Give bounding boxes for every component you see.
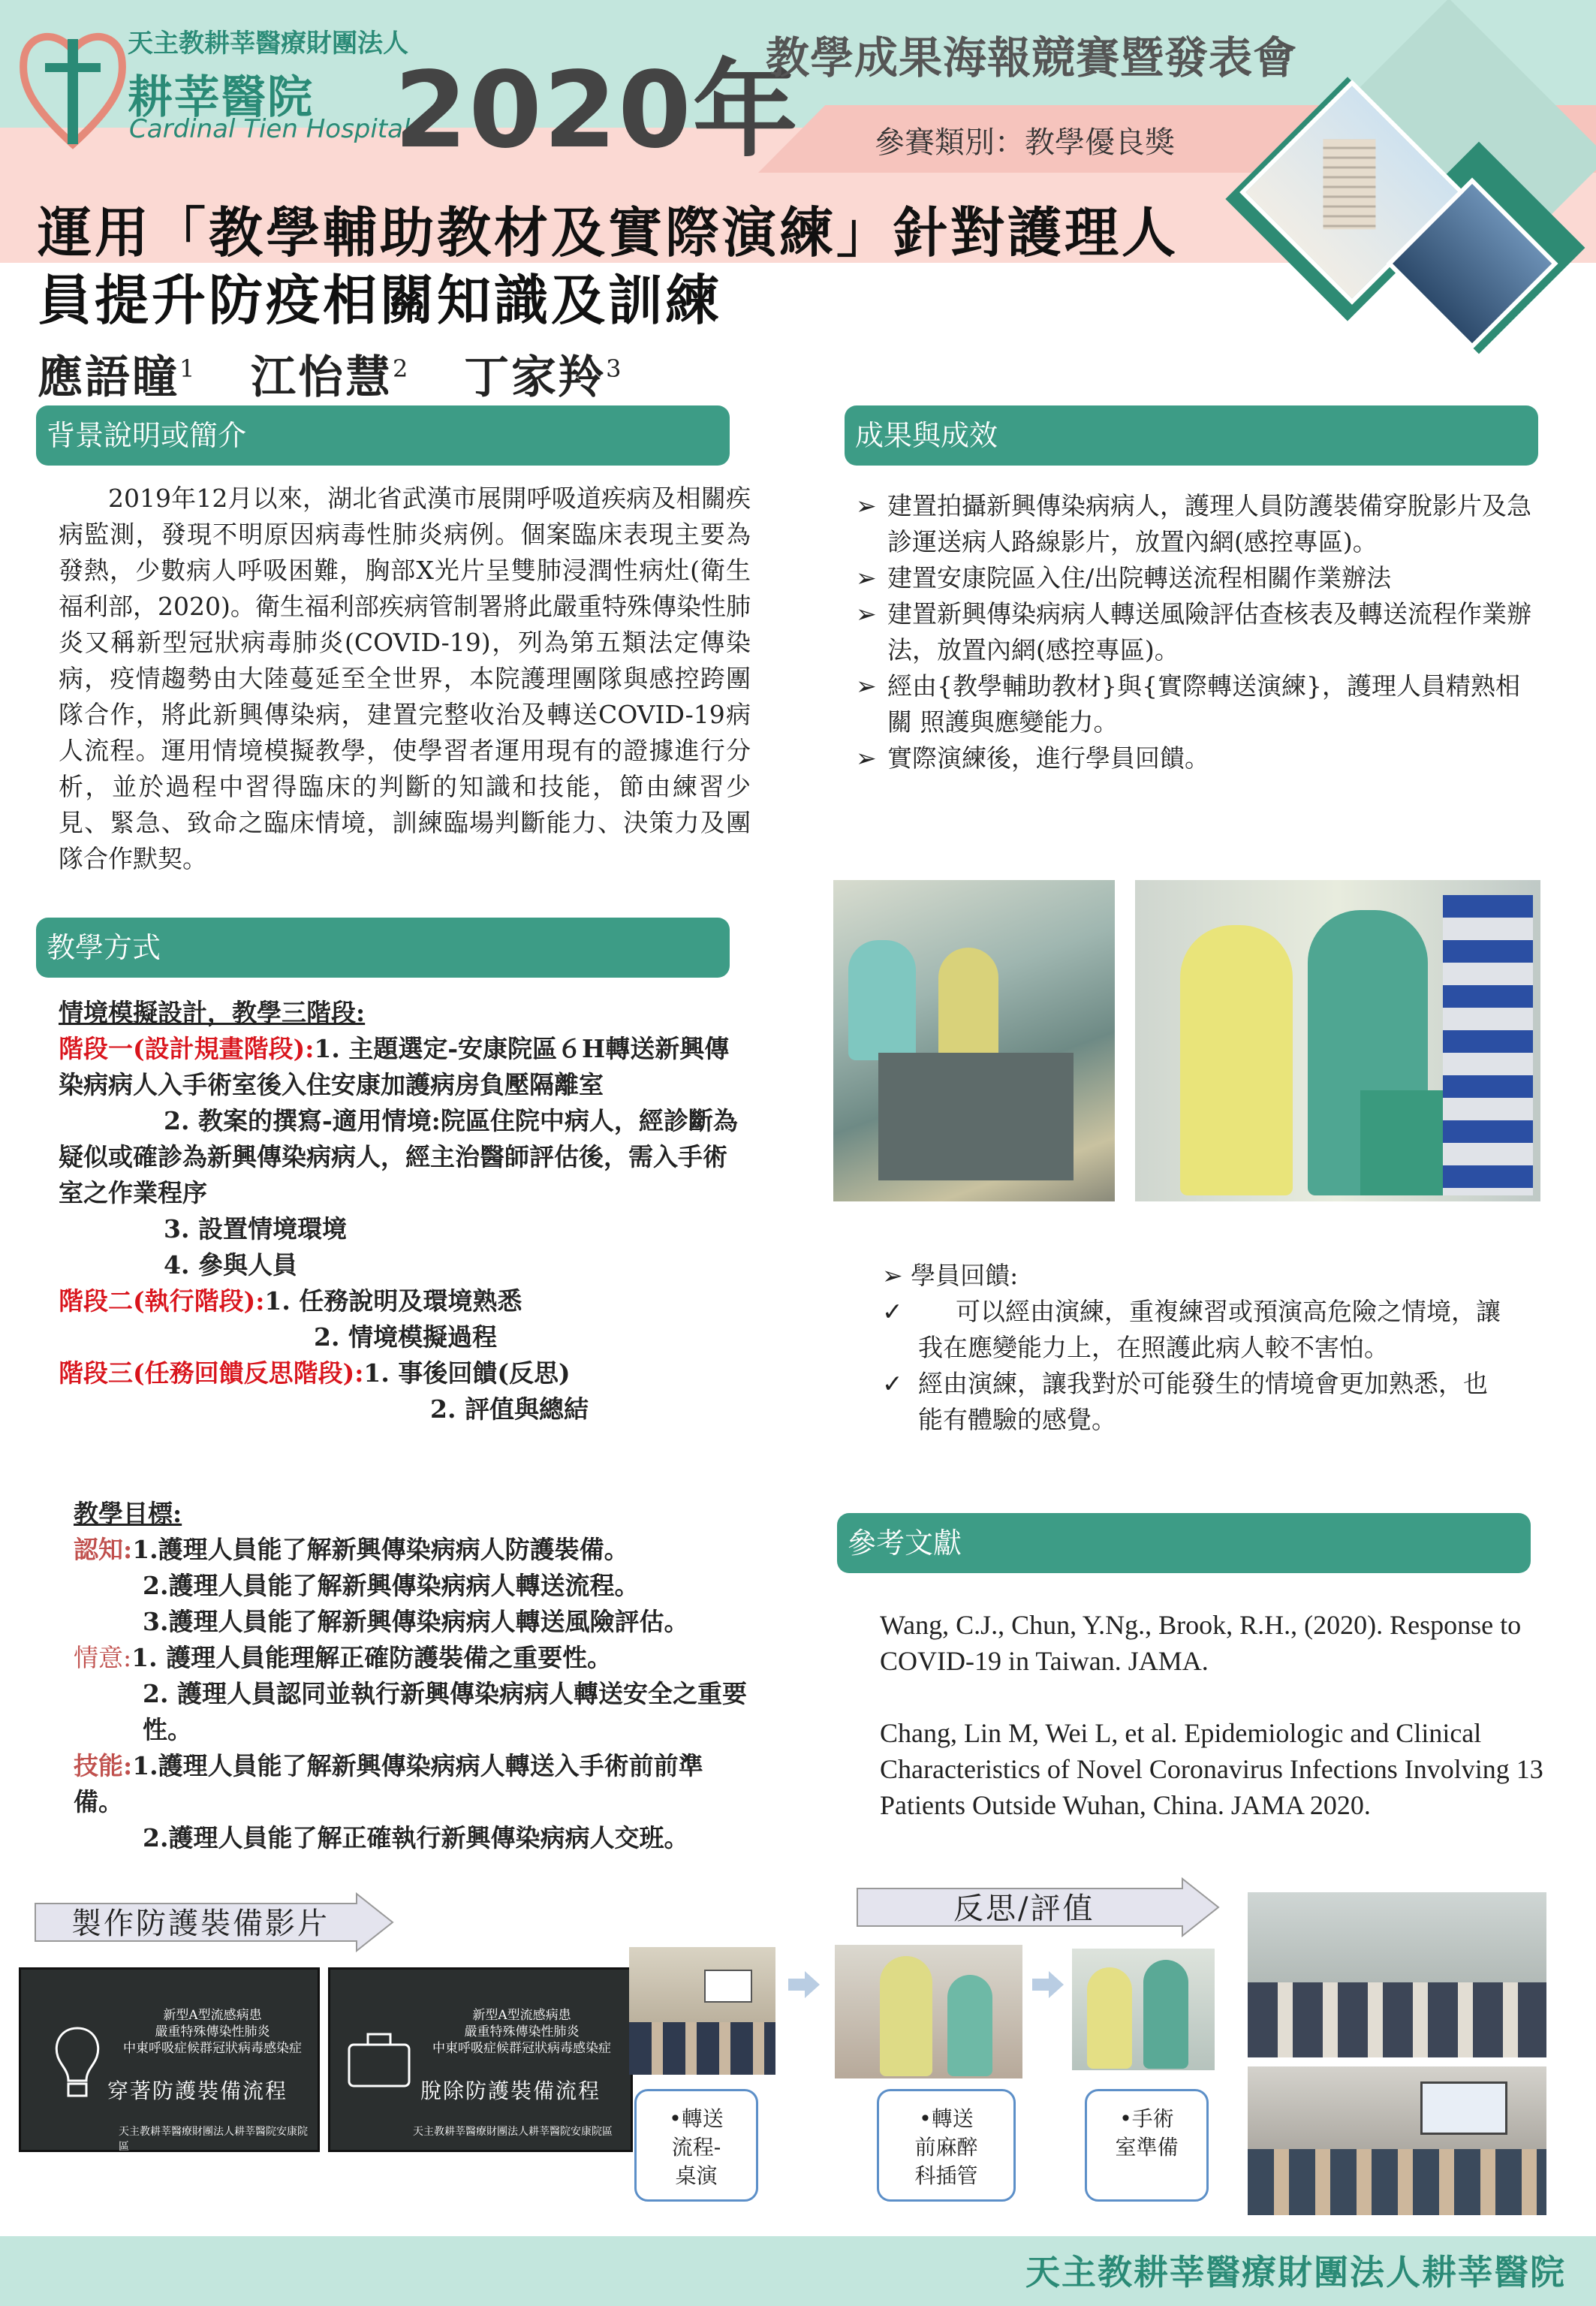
event-title: 教學成果海報競賽暨發表會	[766, 32, 1298, 83]
list-item: ➢ 建置安康院區入住/出院轉送流程相關作業辦法	[856, 563, 1392, 592]
org-name: 天主教耕莘醫療財團法人	[128, 29, 408, 59]
drill-photo-2	[1135, 880, 1540, 1201]
results-list	[856, 488, 1531, 776]
results-heading: 成果與成效	[845, 405, 1538, 466]
references-list	[880, 1607, 1555, 1823]
callout-anesthesia-intubation: •轉送 前麻醉 科插管	[877, 2089, 1016, 2202]
briefcase-icon	[345, 2030, 413, 2090]
training-photo-3	[1072, 1949, 1215, 2070]
reference-item: Wang, C.J., Chun, Y.Ng., Brook, R.H., (2020). Response to COVID-19 in Taiwan. JAMA.	[880, 1610, 1522, 1676]
references-heading: 參考文獻	[837, 1513, 1531, 1573]
drill-photo-1	[833, 880, 1115, 1201]
video-title-2: 脫除防護裝備流程	[420, 2078, 601, 2103]
video-title-1: 穿著防護裝備流程	[107, 2078, 288, 2103]
hospital-name: 耕莘醫院	[128, 71, 314, 124]
authors: 應語瞳$^1$ 江怡慧$^2$ 丁家羚$^3$	[38, 351, 624, 404]
video-label-arrow	[34, 1892, 394, 1952]
meeting-photo-2	[1248, 2066, 1546, 2215]
lightbulb-icon	[47, 2022, 107, 2105]
feedback-body: ➢ 學員回饋: ✓ 可以經由演練，重複練習或預演高危險之情境，讓我在應變能力上，在照護此病人較不害怕。 ✓ 經由演練，讓我對於可能發生的情境會更加熟悉，也能有體驗的感覺。	[882, 1261, 1501, 1434]
category-label: 參賽類別：教學優良獎	[875, 125, 1175, 160]
list-item: ➢ 建置拍攝新興傳染病病人，護理人員防護裝備穿脫影片及急診運送病人路線影片，放置內網(感控專區)。	[856, 491, 1531, 556]
poster-title: 運用「教學輔助教材及實際演練」針對護理人 員提升防疫相關知識及訓練	[38, 200, 1179, 332]
method-heading: 教學方式	[36, 918, 730, 978]
video-thumbnail-1: 新型A型流感病患 嚴重特殊傳染性肺炎 中東呼吸症候群冠狀病毒感染症 穿著防護裝備流程 天主教耕莘醫療財團法人耕莘醫院安康院區	[19, 1967, 320, 2152]
reference-item: Chang, Lin M, Wei L, et al. Epidemiologic and Clinical Characteristics of Novel Coronavirus Infections Involving 13 Patients Outside Wuhan, China. JAMA 2020.	[880, 1718, 1543, 1820]
meeting-photo-1	[1248, 1892, 1546, 2057]
callout-or-preparation: •手術 室準備	[1085, 2089, 1209, 2202]
list-item: ➢ 實際演練後，進行學員回饋。	[856, 743, 1209, 773]
list-item: ➢ 建置新興傳染病病人轉送風險評估查核表及轉送流程作業辦法，放置內網(感控專區)。	[856, 599, 1531, 665]
flow-arrow-icon	[788, 1971, 820, 1998]
year-heading: 2020年	[394, 50, 800, 172]
hospital-english-name: Cardinal Tien Hospital	[129, 114, 411, 144]
method-body: 情境模擬設計，教學三階段: 階段一(設計規畫階段):1. 主題選定-安康院區６H轉送新興傳染病病人入手術室後入住安康加護病房負壓隔離室 2. 教案的撰寫-適用情境:院區住院中病人，經診斷為疑似或確診為新興傳染病病人，經主治醫師評估後，需入手術室之作業程序 3. 設置情境環境 4. 參與人員 階段二(執行階段):1. 任務說明及環境熟悉 2. 情境模擬過程 階段三(任務回饋反思階段):1. 事後回饋(反思) 2. 評值與總結	[59, 998, 738, 1424]
reflect-label: 反思/評值	[953, 1892, 1095, 1926]
background-text: 2019年12月以來，湖北省武漢市展開呼吸道疾病及相關疾病監測，發現不明原因病毒性肺炎病例。個案臨床表現主要為發熱，少數病人呼吸困難，胸部X光片呈雙肺浸潤性病灶(衛生福利部，2020)。衛生福利部疾病管制署將此嚴重特殊傳染性肺炎又稱新型冠狀病毒肺炎(COVID-19)，列為第五類法定傳染病，疫情趨勢由大陸蔓延至全世界，本院護理團隊與感控跨團隊合作，將此新興傳染病，建置完整收治及轉送COVID-19病人流程。運用情境模擬教學，使學習者運用現有的證據進行分析，並於過程中習得臨床的判斷的知識和技能，節由練習少見、緊急、致命之臨床情境，訓練臨場判斷能力、決策力及團隊合作默契。	[59, 484, 751, 873]
training-photo-2	[835, 1945, 1022, 2078]
footer-hospital-name: 天主教耕莘醫療財團法人耕莘醫院	[1025, 2252, 1566, 2292]
background-heading: 背景說明或簡介	[36, 405, 730, 466]
reflect-label-arrow	[856, 1877, 1220, 1937]
flow-arrow-icon	[1032, 1971, 1064, 1998]
hospital-logo-icon	[17, 17, 129, 152]
video-label: 製作防護裝備影片	[71, 1907, 330, 1941]
objectives-body: 教學目標: 認知:1.護理人員能了解新興傳染病病人防護裝備。 2.護理人員能了解新興傳染病病人轉送流程。 3.護理人員能了解新興傳染病病人轉送風險評估。 情意:1. 護理人員能理解正確防護裝備之重要性。 2. 護理人員認同並執行新興傳染病病人轉送安全之重要性。 技能:1.護理人員能了解新興傳染病病人轉送入手術前前準備。 2.護理人員能了解正確執行新興傳染病病人交班。	[74, 1499, 747, 1852]
video-thumbnail-2: 新型A型流感病患 嚴重特殊傳染性肺炎 中東呼吸症候群冠狀病毒感染症 脫除防護裝備流程 天主教耕莘醫療財團法人耕莘醫院安康院區	[328, 1967, 633, 2152]
list-item: ➢ 經由{教學輔助教材}與{實際轉送演練}，護理人員精熟相關 照護與應變能力。	[856, 671, 1520, 737]
callout-transfer-drill: •轉送 流程- 桌演	[634, 2089, 758, 2202]
training-photo-1	[629, 1947, 775, 2075]
